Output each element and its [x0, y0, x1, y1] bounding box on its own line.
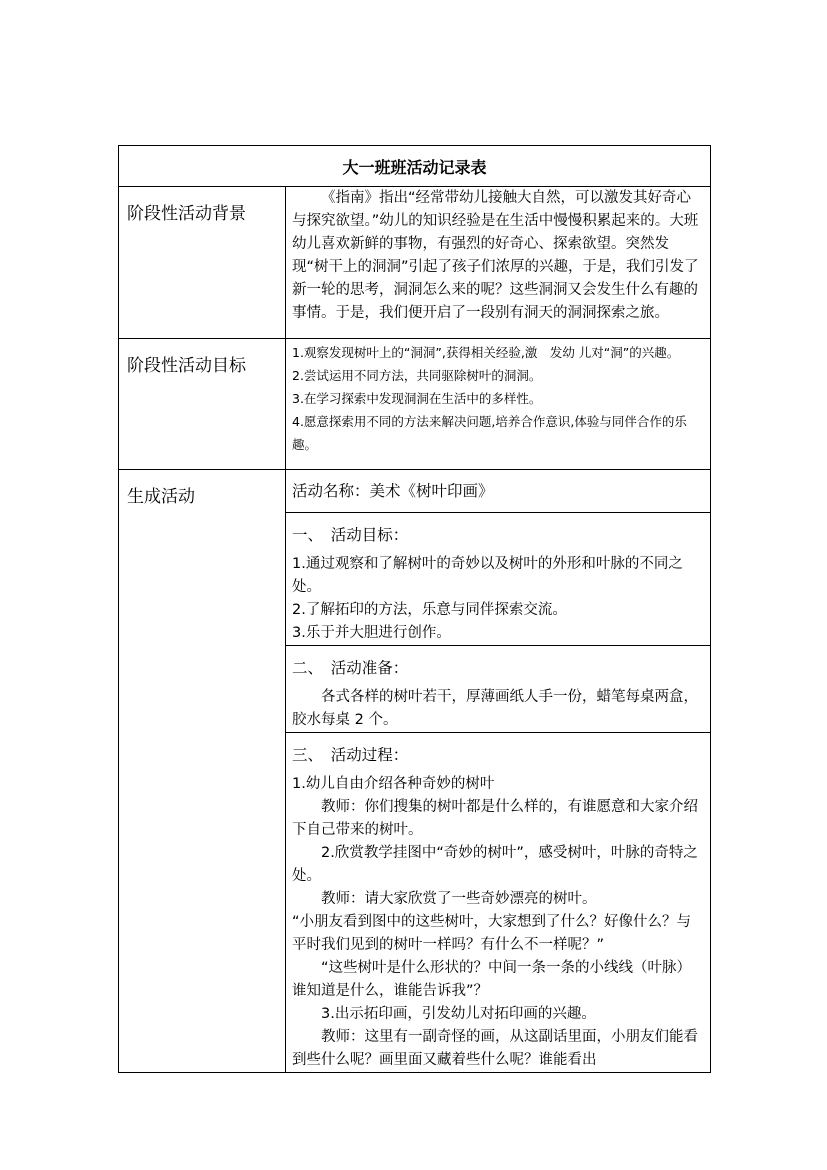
- process-line-4: 教师：请大家欣赏了一些奇妙漂亮的树叶。: [321, 891, 597, 907]
- activity-record-table: [118, 145, 711, 1073]
- process-line-8: 教师：这里有一副奇怪的画，从这副话里面，小朋友们能看到些什么呢？画里面又藏着些什么呢？谁能看出: [292, 1029, 698, 1068]
- process-line-5: “小朋友看到图中的这些树叶，大家想到了什么？好像什么？与平时我们见到的树叶一样吗？有什么不一样呢？”: [292, 914, 692, 953]
- goal-item-3: 3.在学习探索中发现洞洞在生活中的多样性。: [292, 391, 542, 406]
- goal-item-4: 4.愿意探索用不同的方法来解决问题,培养合作意识,体验与同伴合作的乐趣。: [292, 414, 687, 452]
- process-line-1: 1.幼儿自由介绍各种奇妙的树叶: [292, 776, 495, 792]
- activity-name: 活动名称：美术《树叶印画》: [292, 481, 494, 500]
- section1-item-1: 1.通过观察和了解树叶的奇妙以及树叶的外形和叶脉的不同之处。: [292, 556, 683, 595]
- goals-list: [286, 339, 711, 470]
- goal-item-2: 2.尝试运用不同方法，共同驱除树叶的洞洞。: [292, 368, 542, 383]
- table-title: 大一班班活动记录表: [119, 146, 711, 187]
- process-line-6: “这些树叶是什么形状的？中间一条一条的小线线（叶脉）谁知道是什么，谁能告诉我”？: [292, 960, 692, 999]
- background-text: 《指南》指出“经常带幼儿接触大自然，可以激发其好奇心与探究欲望。”幼儿的知识经验是在生活中慢慢积累起来的。大班幼儿喜欢新鲜的事物，有强烈的好奇心、探索欲望。突然发现“树干上的洞洞”引起了孩子们浓厚的兴趣，于是，我们引发了新一轮的思考，洞洞怎么来的呢？这些洞洞又会发生什么有趣的事情。于是，我们便开启了一段别有洞天的洞洞探索之旅。: [292, 190, 699, 321]
- section1-item-3: 3.乐于并大胆进行创作。: [292, 625, 451, 641]
- goal-item-1: 1.观察发现树叶上的“洞洞”,获得相关经验,激 发幼 儿对“洞”的兴趣。: [292, 345, 680, 360]
- section2-heading: 二、 活动准备：: [292, 659, 409, 677]
- background-label: 阶段性活动背景: [119, 187, 286, 339]
- section-goals: [286, 513, 711, 646]
- goals-label: 阶段性活动目标: [119, 339, 286, 470]
- section1-heading: 一、 活动目标：: [292, 526, 409, 544]
- section3-heading: 三、 活动过程：: [292, 746, 409, 764]
- section-preparation: [286, 646, 711, 733]
- section-process: [286, 733, 711, 1073]
- process-line-3: 2.欣赏教学挂图中“奇妙的树叶”，感受树叶，叶脉的奇特之处。: [292, 845, 698, 884]
- section2-text: 各式各样的树叶若干，厚薄画纸人手一份，蜡笔每桌两盒，胶水每桌 2 个。: [292, 689, 698, 728]
- process-line-2: 教师：你们搜集的树叶都是什么样的，有谁愿意和大家介绍下自己带来的树叶。: [292, 799, 698, 838]
- process-line-7: 3.出示拓印画，引发幼儿对拓印画的兴趣。: [321, 1006, 596, 1022]
- section1-item-2: 2.了解拓印的方法，乐意与同伴探索交流。: [292, 602, 567, 618]
- generated-label: 生成活动: [119, 470, 286, 1073]
